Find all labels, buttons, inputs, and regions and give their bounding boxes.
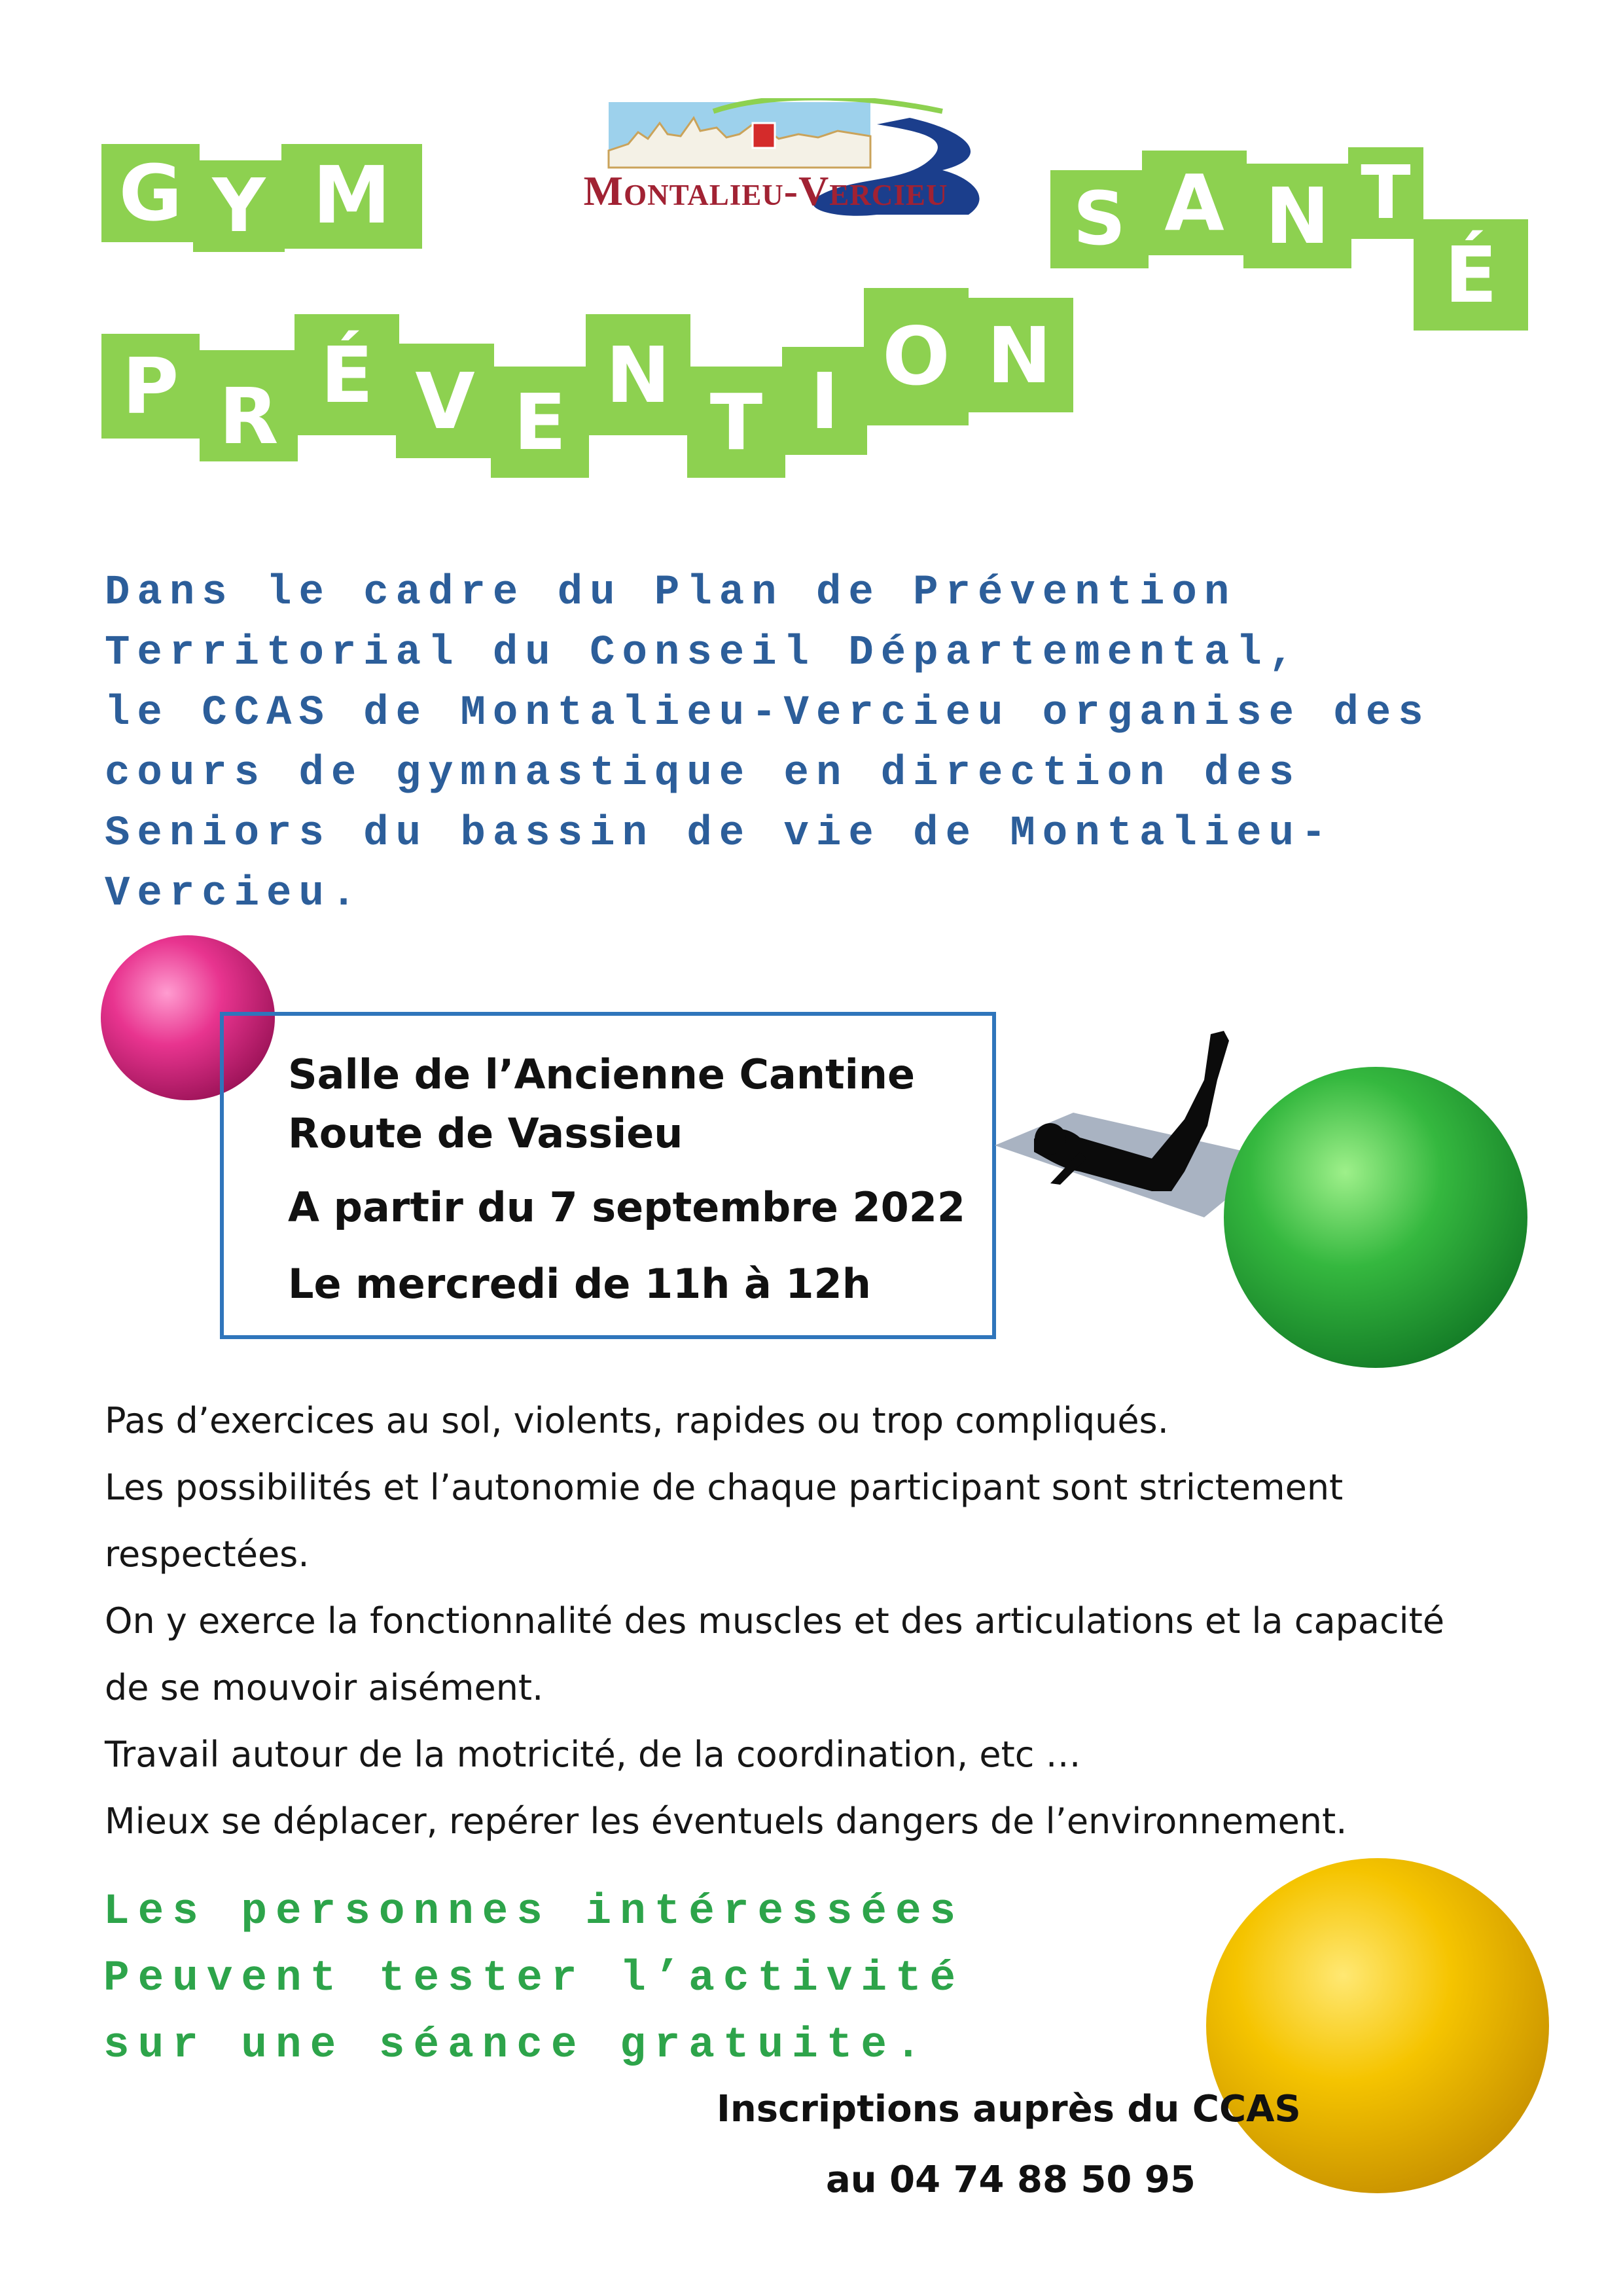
green-exercise-ball (1221, 1064, 1531, 1371)
note-line: Les personnes intéressées (103, 1887, 965, 1936)
title-letter: N (586, 314, 690, 435)
title-letter: N (1243, 164, 1351, 268)
intro-line: cours de gymnastique en direction des (105, 750, 1302, 797)
intro-line: Seniors du bassin de vie de Montalieu- (105, 810, 1334, 857)
title-letter: N (965, 298, 1073, 412)
title-letter: I (782, 347, 867, 455)
info-schedule: Le mercredi de 11h à 12h (288, 1260, 871, 1308)
title-letter: Y (193, 160, 285, 252)
title-letter: T (687, 367, 785, 478)
yellow-exercise-ball (1204, 1856, 1551, 2196)
description-line: Travail autour de la motricité, de la coordination, etc … (105, 1734, 1081, 1775)
intro-line: Vercieu. (105, 870, 364, 918)
free-session-note (103, 1878, 1085, 2079)
title-letter: O (864, 288, 969, 425)
description-paragraph (105, 1388, 1584, 1855)
description-line: Pas d’exercices au sol, violents, rapides ou trop compliqués. (105, 1400, 1169, 1441)
note-line: sur une séance gratuite. (103, 2020, 930, 2070)
note-line: Peuvent tester l’activité (103, 1954, 965, 2003)
intro-line: Dans le cadre du Plan de Prévention (105, 569, 1237, 617)
title-letter: R (200, 350, 298, 461)
description-line: respectées. (105, 1534, 310, 1575)
intro-paragraph (105, 563, 1544, 924)
info-road: Route de Vassieu (288, 1109, 683, 1157)
intro-line: Territorial du Conseil Départemental, (105, 630, 1302, 677)
title-letter: P (101, 334, 200, 439)
title-letter: M (281, 144, 422, 249)
info-place: Salle de l’Ancienne Cantine (288, 1050, 916, 1098)
description-line: On y exerce la fonctionnalité des muscles et des articulations et la capacité (105, 1600, 1445, 1641)
description-line: Mieux se déplacer, repérer les éventuels dangers de l’environnement. (105, 1801, 1347, 1842)
registration-info: Inscriptions auprès du CCAS (717, 2088, 1301, 2130)
title-letter: E (491, 367, 589, 478)
title-letter: G (101, 144, 200, 242)
description-line: de se mouvoir aisément. (105, 1667, 544, 1708)
intro-line: le CCAS de Montalieu-Vercieu organise des (105, 690, 1431, 737)
phone-number: au 04 74 88 50 95 (826, 2159, 1196, 2201)
info-start-date: A partir du 7 septembre 2022 (288, 1183, 966, 1231)
title-letter: É (1414, 219, 1528, 331)
title-letter: V (396, 344, 494, 458)
title-letter: T (1348, 147, 1423, 239)
title-letter: A (1142, 151, 1247, 255)
town-logo-text: Montalieu-Vercieu (583, 168, 948, 214)
title-letter: É (294, 314, 399, 435)
description-line: Les possibilités et l’autonomie de chaque participant sont strictement (105, 1467, 1344, 1508)
title-letter: S (1050, 170, 1149, 268)
